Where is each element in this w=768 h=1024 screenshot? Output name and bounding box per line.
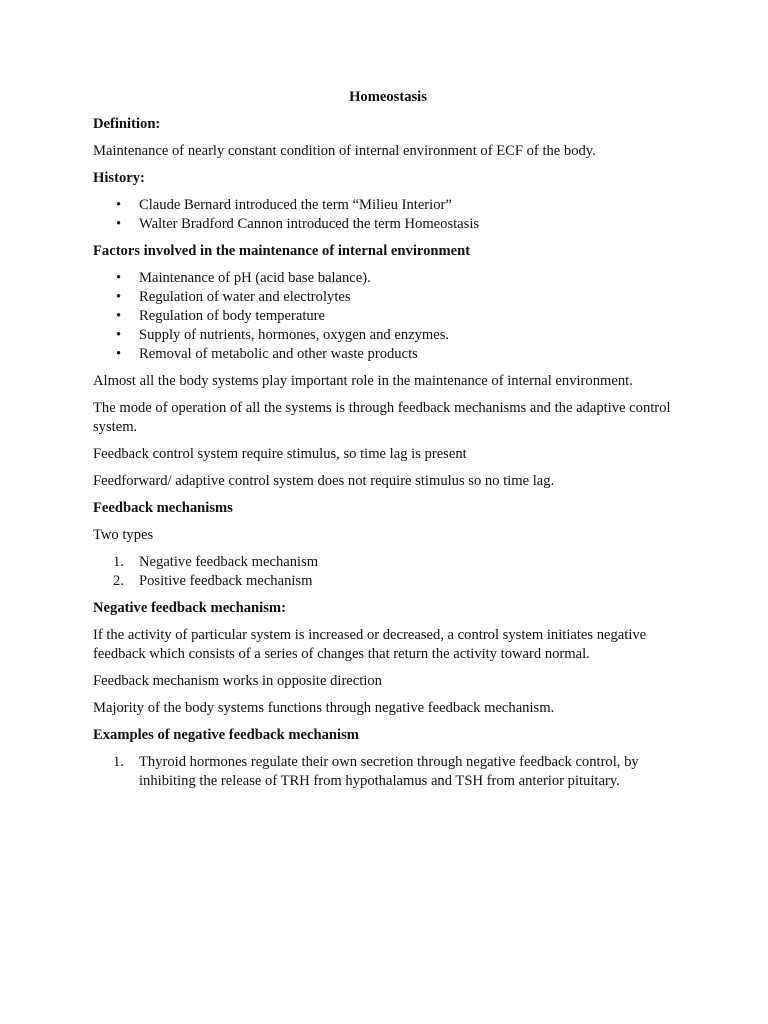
list-item: • Removal of metabolic and other waste products	[116, 346, 418, 362]
feedforward-paragraph: Feedforward/ adaptive control system does not require stimulus so no time lag.	[93, 473, 555, 489]
list-item: • Supply of nutrients, hormones, oxygen and enzymes.	[116, 327, 450, 343]
list-item: 2. Positive feedback mechanism	[113, 573, 313, 589]
bullet-icon: •	[116, 216, 122, 232]
negative-paragraph-3: Majority of the body systems functions through negative feedback mechanism.	[93, 700, 555, 716]
list-item: 1. Thyroid hormones regulate their own secretion through negative feedback control, by inhibiting the release of TRH from hypothalamus and TSH from anterior pituitary.	[113, 754, 639, 789]
bullet-icon: •	[116, 270, 122, 286]
types-list	[93, 553, 683, 591]
bullet-icon: •	[116, 197, 122, 213]
feedback-heading: Feedback mechanisms	[93, 500, 233, 516]
examples-heading: Examples of negative feedback mechanism	[93, 727, 359, 743]
factors-heading: Factors involved in the maintenance of internal environment	[93, 243, 471, 259]
list-item: • Maintenance of pH (acid base balance).	[116, 270, 371, 286]
history-list	[93, 196, 683, 234]
negative-paragraph-2: Feedback mechanism works in opposite direction	[93, 673, 382, 689]
feedback-control-paragraph: Feedback control system require stimulus, so time lag is present	[93, 446, 467, 462]
history-heading: History:	[93, 170, 145, 186]
examples-list	[93, 753, 683, 791]
list-item: • Regulation of body temperature	[116, 308, 326, 324]
negative-paragraph-1: If the activity of particular system is increased or decreased, a control system initiates negative feedback which consists of a series of changes that return the activity toward normal.	[93, 627, 647, 662]
bullet-icon: •	[116, 346, 122, 362]
negative-heading: Negative feedback mechanism:	[93, 600, 286, 616]
list-item: • Regulation of water and electrolytes	[116, 289, 351, 305]
document-page	[93, 88, 683, 799]
definition-text: Maintenance of nearly constant condition of internal environment of ECF of the body.	[93, 143, 596, 159]
list-item: 1. Negative feedback mechanism	[113, 554, 319, 570]
bullet-icon: •	[116, 289, 122, 305]
bullet-icon: •	[116, 308, 122, 324]
mode-paragraph: The mode of operation of all the systems is through feedback mechanisms and the adaptive control system.	[93, 400, 671, 435]
list-item: • Walter Bradford Cannon introduced the term Homeostasis	[116, 216, 480, 232]
page-title: Homeostasis	[349, 89, 427, 105]
systems-paragraph: Almost all the body systems play important role in the maintenance of internal environment.	[93, 373, 633, 389]
definition-heading: Definition:	[93, 116, 161, 132]
two-types-text: Two types	[93, 527, 154, 543]
bullet-icon: •	[116, 327, 122, 343]
factors-list	[93, 269, 683, 364]
list-item: • Claude Bernard introduced the term “Milieu Interior”	[116, 197, 452, 213]
